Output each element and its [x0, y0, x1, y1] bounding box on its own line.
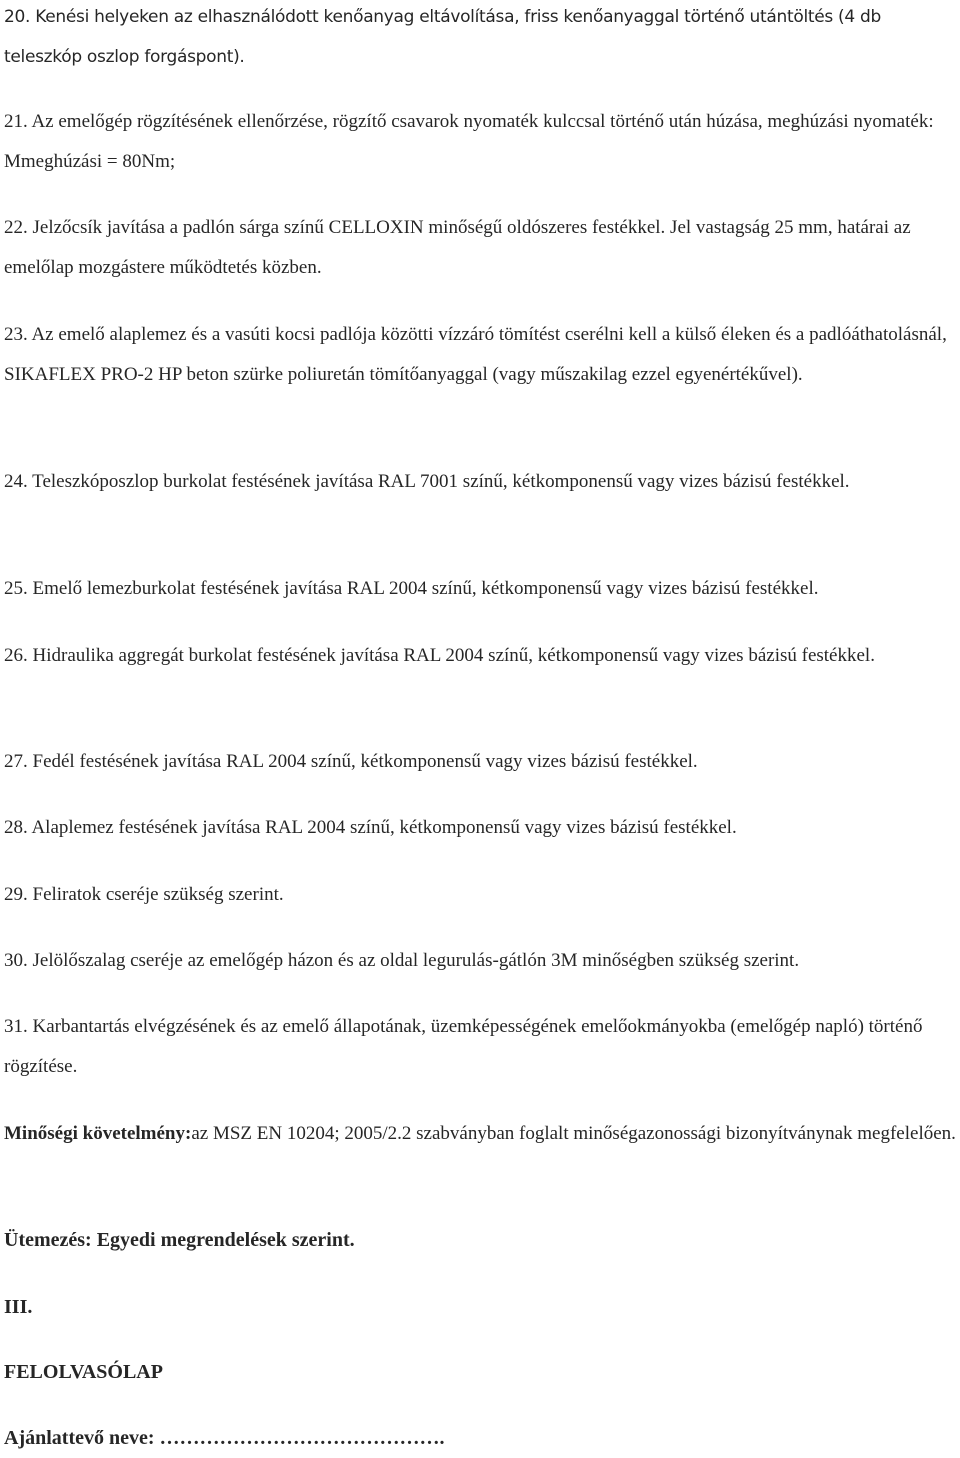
item-number: 25.: [4, 578, 28, 599]
item-text: Karbantartás elvégzésének és az emelő állapotának, üzemképességének emelőokmányokba (emelőgép napló) történő rögzítése.: [4, 1016, 923, 1077]
list-item-26: [4, 636, 956, 676]
item-text: Kenési helyeken az elhasználódott kenőanyag eltávolítása, friss kenőanyaggal történő utántöltés (4 db teleszkóp oszlop forgáspont).: [4, 7, 881, 67]
bidder-name-line: [4, 1418, 956, 1458]
list-item-22: [4, 208, 956, 288]
list-item-23: [4, 315, 956, 395]
item-text: Hidraulika aggregát burkolat festésének javítása RAL 2004 színű, kétkomponensű vagy vizes bázisú festékkel.: [32, 645, 875, 666]
list-item-27: [4, 742, 956, 782]
item-text: Jelzőcsík javítása a padlón sárga színű CELLOXIN minőségű oldószeres festékkel. Jel vastagság 25 mm, határai az emelőlap mozgástere működtetés közben.: [4, 217, 911, 278]
bidder-label: Ajánlattevő neve:: [4, 1427, 155, 1449]
item-number: 20.: [4, 7, 31, 27]
section-title: [4, 1352, 956, 1392]
item-text: Az emelő alaplemez és a vasúti kocsi padlója közötti vízzáró tömítést cserélni kell a külső éleken és a padlóáthatolásnál, SIKAFLEX PRO-2 HP beton szürke poliuretán tömítőanyaggal (vagy műszakilag ezzel egyenértékűvel).: [4, 324, 947, 385]
item-text: Az emelőgép rögzítésének ellenőrzése, rögzítő csavarok nyomaték kulccsal történő után húzása, meghúzási nyomaték: Mmeghúzási = 80Nm;: [4, 111, 934, 172]
item-number: 23.: [4, 324, 28, 345]
list-item-20: [4, 0, 956, 77]
item-text: Feliratok cseréje szükség szerint.: [32, 884, 284, 905]
quality-text: az MSZ EN 10204; 2005/2.2 szabványban foglalt minőségazonossági bizonyítványnak megfelelően.: [191, 1123, 956, 1144]
section-title-text: FELOLVASÓLAP: [4, 1361, 163, 1383]
item-number: 26.: [4, 645, 28, 666]
item-number: 22.: [4, 217, 28, 238]
schedule-line: [4, 1220, 956, 1260]
quality-label: Minőségi követelmény:: [4, 1123, 192, 1144]
item-text: Fedél festésének javítása RAL 2004 színű, kétkomponensű vagy vizes bázisú festékkel.: [32, 751, 698, 772]
item-number: 27.: [4, 751, 28, 772]
item-number: 29.: [4, 884, 28, 905]
list-item-24: [4, 462, 956, 502]
list-item-28: [4, 808, 956, 848]
list-item-25: [4, 569, 956, 609]
list-item-29: [4, 875, 956, 915]
item-number: 21.: [4, 111, 28, 132]
item-text: Teleszkóposzlop burkolat festésének javítása RAL 7001 színű, kétkomponensű vagy vizes bázisú festékkel.: [32, 471, 850, 492]
quality-requirement: [4, 1114, 956, 1154]
list-item-31: [4, 1007, 956, 1087]
list-item-30: [4, 941, 956, 981]
item-number: 28.: [4, 817, 28, 838]
section-number-text: III.: [4, 1296, 33, 1318]
item-number: 31.: [4, 1016, 28, 1037]
item-number: 30.: [4, 950, 28, 971]
item-text: Emelő lemezburkolat festésének javítása RAL 2004 színű, kétkomponensű vagy vizes bázisú festékkel.: [32, 578, 819, 599]
section-number: [4, 1287, 956, 1327]
item-text: Alaplemez festésének javítása RAL 2004 színű, kétkomponensű vagy vizes bázisú festékkel.: [31, 817, 737, 838]
item-text: Jelölőszalag cseréje az emelőgép házon és az oldal legurulás-gátlón 3M minőségben szükség szerint.: [32, 950, 800, 971]
schedule-text: Ütemezés: Egyedi megrendelések szerint.: [4, 1229, 355, 1251]
bidder-blank: …………………………………….: [154, 1427, 445, 1449]
list-item-21: [4, 102, 956, 182]
item-number: 24.: [4, 471, 28, 492]
